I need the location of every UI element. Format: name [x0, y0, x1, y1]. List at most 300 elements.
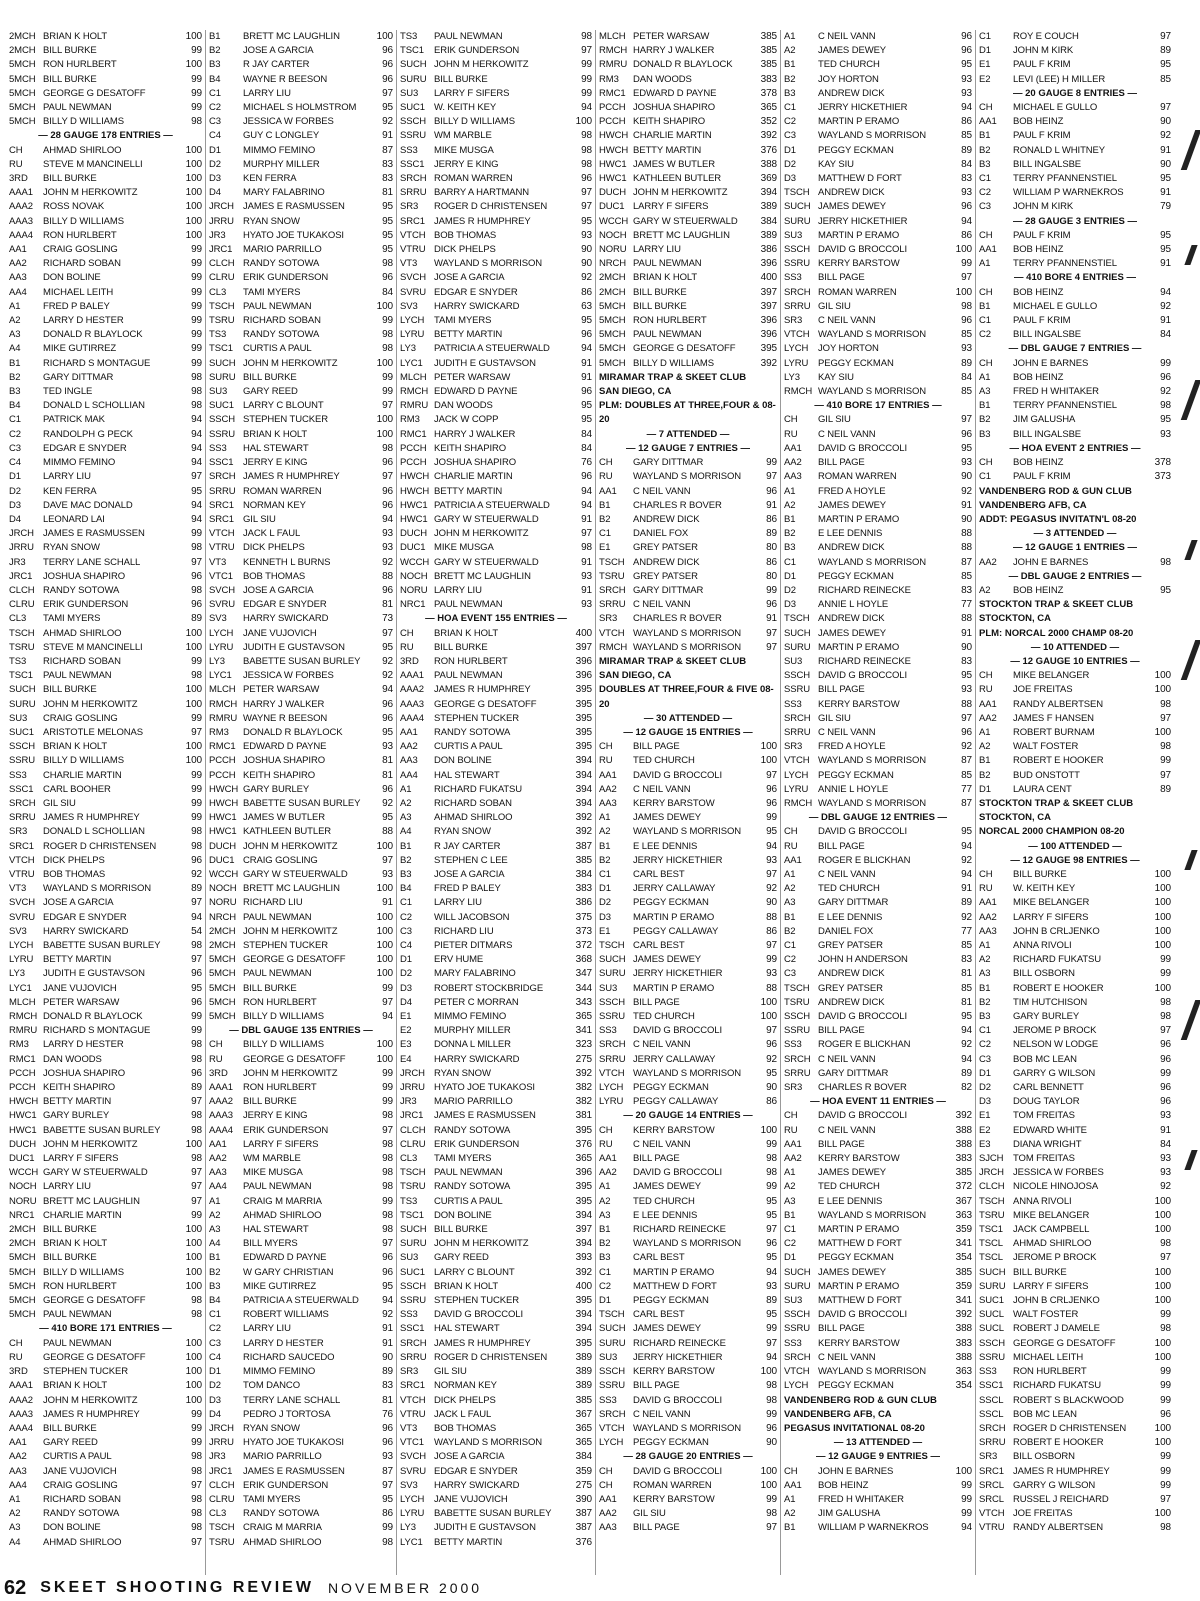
- score: 94: [961, 840, 972, 852]
- class-code: A3: [784, 1195, 796, 1207]
- shooter-name: WAYLAND S MORRISON: [43, 883, 151, 895]
- class-code: DUC1: [400, 542, 426, 554]
- shooter-name: FRED P BALEY: [43, 300, 110, 312]
- shooter-name: CHARLIE MARTIN: [43, 769, 122, 781]
- class-code: B1: [979, 400, 991, 412]
- result-row: [784, 243, 972, 257]
- shooter-name: GEORGE G DESATOFF: [243, 1053, 346, 1065]
- shooter-name: E LEE DENNIS: [818, 1195, 883, 1207]
- class-code: E3: [979, 1138, 991, 1150]
- class-code: SSRU: [979, 1351, 1005, 1363]
- shooter-name: WAYLAND S MORRISON: [633, 471, 741, 483]
- class-code: CH: [784, 826, 798, 838]
- score: 97: [961, 414, 972, 426]
- shooter-name: LARRY LIU: [434, 897, 482, 909]
- shooter-name: STEPHEN TUCKER: [43, 1366, 128, 1378]
- score: 92: [766, 883, 777, 895]
- shooter-name: WAYLAND S MORRISON: [633, 1238, 741, 1250]
- result-row: [9, 712, 202, 726]
- class-code: CL3: [9, 613, 27, 625]
- shooter-name: BILL BURKE: [434, 73, 488, 85]
- score: 388: [955, 1323, 972, 1335]
- class-code: C2: [209, 102, 221, 114]
- result-row: [784, 1209, 972, 1223]
- class-code: LYRU: [784, 783, 809, 795]
- result-row: [979, 1138, 1171, 1152]
- class-code: C4: [9, 457, 21, 469]
- result-row: [784, 1280, 972, 1294]
- shooter-name: TAMI MYERS: [434, 1153, 492, 1165]
- class-code: D2: [209, 1380, 221, 1392]
- shooter-name: DICK PHELPS: [434, 1394, 496, 1406]
- shooter-name: ROMAN WARREN: [633, 1479, 712, 1491]
- score: 100: [760, 1011, 777, 1023]
- class-code: SRCH: [599, 1039, 626, 1051]
- shooter-name: DONALD R BLAYLOCK: [43, 329, 143, 341]
- shooter-name: PAUL F KRIM: [1013, 59, 1071, 71]
- class-code: VTRU: [209, 542, 235, 554]
- result-row: [400, 300, 592, 314]
- shooter-name: JAMES R HUMPHREY: [243, 471, 340, 483]
- class-code: SSCH: [400, 1280, 426, 1292]
- shooter-name: KERRY BARSTOW: [818, 698, 900, 710]
- event-section-header: — 13 ATTENDED —: [833, 1437, 923, 1449]
- score: 389: [575, 1351, 592, 1363]
- shooter-name: BRIAN K HOLT: [633, 272, 698, 284]
- result-row: [9, 172, 202, 186]
- class-code: B2: [979, 414, 991, 426]
- class-code: SVCH: [9, 897, 35, 909]
- score: 100: [1154, 1266, 1171, 1278]
- shooter-name: RICHARD LIU: [243, 897, 303, 909]
- result-row: [979, 58, 1171, 72]
- shooter-name: RICHARD REINECKE: [633, 1337, 726, 1349]
- score: 93: [1160, 1110, 1171, 1122]
- shooter-name: WAYLAND S MORRISON: [633, 641, 741, 653]
- shooter-name: C NEIL VANN: [633, 599, 691, 611]
- result-row: [979, 1166, 1171, 1180]
- shooter-name: JOHN M HERKOWITZ: [243, 1067, 338, 1079]
- shooter-name: WAYLAND S MORRISON: [818, 329, 926, 341]
- score: 91: [581, 357, 592, 369]
- class-code: RMCH: [784, 797, 813, 809]
- result-row: [9, 1436, 202, 1450]
- result-row: [979, 229, 1171, 243]
- result-row: [400, 598, 592, 612]
- result-row: [784, 896, 972, 910]
- class-code: D1: [599, 883, 611, 895]
- result-row: [599, 314, 777, 328]
- score: 373: [1154, 471, 1171, 483]
- class-code: TSRU: [209, 1536, 235, 1548]
- result-row: [979, 413, 1171, 427]
- class-code: LYRU: [9, 954, 34, 966]
- score: 388: [760, 158, 777, 170]
- result-row: [400, 286, 592, 300]
- shooter-name: DAVID G BROCCOLI: [818, 1110, 908, 1122]
- score: 394: [575, 797, 592, 809]
- shooter-name: R JAY CARTER: [434, 840, 501, 852]
- shooter-name: C NEIL VANN: [633, 1408, 691, 1420]
- shooter-name: PAUL NEWMAN: [243, 968, 312, 980]
- shooter-name: JOSHUA SHAPIRO: [434, 457, 517, 469]
- result-row: [599, 243, 777, 257]
- score: 365: [575, 1153, 592, 1165]
- result-row: [209, 314, 393, 328]
- score: 88: [766, 911, 777, 923]
- result-row: [9, 1351, 202, 1365]
- class-code: SRRU: [784, 726, 811, 738]
- class-code: E1: [599, 542, 611, 554]
- score: 100: [1154, 1224, 1171, 1236]
- class-code: SJCH: [979, 1153, 1004, 1165]
- score: 94: [191, 442, 202, 454]
- shooter-name: BRIAN K HOLT: [43, 741, 108, 753]
- shooter-name: FRED H WHITAKER: [818, 1493, 904, 1505]
- class-code: SUCL: [979, 1323, 1004, 1335]
- results-column-6: [976, 30, 1174, 1575]
- shooter-name: JESSICA W FORBES: [1013, 1167, 1104, 1179]
- class-code: RU: [599, 1138, 613, 1150]
- result-row: [400, 1465, 592, 1479]
- score: 394: [760, 187, 777, 199]
- score: 365: [575, 1011, 592, 1023]
- class-code: AAA1: [400, 670, 424, 682]
- result-row: [400, 101, 592, 115]
- result-row: [599, 485, 777, 499]
- shooter-name: JUDITH E GUSTAVSON: [43, 968, 145, 980]
- score: 394: [575, 1309, 592, 1321]
- class-code: VT3: [400, 258, 418, 270]
- shooter-name: WAYLAND S MORRISON: [818, 1209, 926, 1221]
- result-row: [784, 229, 972, 243]
- shooter-name: MICHAEL LEITH: [43, 286, 114, 298]
- score: 95: [382, 1493, 393, 1505]
- result-row: [400, 740, 592, 754]
- score: 96: [766, 1422, 777, 1434]
- score: 392: [955, 1110, 972, 1122]
- shooter-name: RON HURLBERT: [434, 655, 508, 667]
- score: 99: [382, 1082, 393, 1094]
- result-row: [784, 200, 972, 214]
- result-row: [209, 1152, 393, 1166]
- result-row: [599, 967, 777, 981]
- shooter-name: ROGER D CHRISTENSEN: [43, 840, 157, 852]
- score: 275: [575, 1479, 592, 1491]
- shooter-name: GEORGE G DESATOFF: [243, 954, 346, 966]
- shooter-name: PETER WARSAW: [633, 31, 710, 42]
- result-row: [209, 641, 393, 655]
- score: 386: [760, 244, 777, 256]
- score: 99: [191, 286, 202, 298]
- score: 96: [961, 201, 972, 213]
- class-code: C1: [979, 173, 991, 185]
- class-code: VTC1: [400, 1437, 424, 1449]
- shooter-name: JOHN E BARNES: [1013, 556, 1089, 568]
- result-row: [9, 811, 202, 825]
- shooter-name: KAY SIU: [818, 371, 854, 383]
- result-row: [400, 342, 592, 356]
- result-row: [784, 1223, 972, 1237]
- score: 88: [382, 826, 393, 838]
- score: 96: [581, 329, 592, 341]
- class-code: B1: [9, 357, 21, 369]
- class-code: C1: [400, 897, 412, 909]
- class-code: D1: [784, 144, 796, 156]
- result-row: [9, 541, 202, 555]
- class-code: TSCH: [599, 940, 625, 951]
- class-code: SUCH: [784, 627, 811, 639]
- score: 375: [575, 911, 592, 923]
- score: 92: [1160, 300, 1171, 312]
- shooter-name: NORMAN KEY: [434, 1380, 497, 1392]
- class-code: SR3: [400, 201, 419, 213]
- class-code: AA4: [9, 1479, 27, 1491]
- shooter-name: TED CHURCH: [818, 883, 880, 895]
- shooter-name: JOHN M HERKOWITZ: [434, 528, 529, 540]
- score: 94: [961, 102, 972, 114]
- class-code: HWCH: [400, 485, 430, 497]
- result-row: [9, 967, 202, 981]
- result-row: [400, 271, 592, 285]
- score: 100: [376, 911, 393, 923]
- shooter-name: LARRY F SIFERS: [434, 87, 510, 99]
- score: 97: [382, 854, 393, 866]
- shooter-name: JERRY HICKETHIER: [633, 854, 723, 866]
- class-code: RU: [9, 1351, 23, 1363]
- score: 83: [961, 584, 972, 596]
- score: 376: [575, 1138, 592, 1150]
- score: 98: [581, 158, 592, 170]
- shooter-name: LARRY LIU: [43, 471, 91, 483]
- result-row: [400, 485, 592, 499]
- result-row: [784, 371, 972, 385]
- shoot-header: PLM: NORCAL 2000 CHAMP 08-20: [979, 627, 1134, 639]
- score: 83: [961, 173, 972, 185]
- score: 81: [382, 769, 393, 781]
- result-row: [979, 1436, 1171, 1450]
- result-row: [400, 1053, 592, 1067]
- shooter-name: JOSE A GARCIA: [434, 272, 505, 284]
- result-row: [784, 485, 972, 499]
- result-row: [9, 442, 202, 456]
- class-code: SUCH: [9, 684, 36, 696]
- result-row: [599, 1067, 777, 1081]
- result-row: [784, 996, 972, 1010]
- score: 388: [955, 1124, 972, 1136]
- class-code: C1: [979, 31, 991, 42]
- shooter-name: RANDY SOTOWA: [243, 1508, 320, 1520]
- result-row: [599, 896, 777, 910]
- score: 81: [382, 599, 393, 611]
- score: 97: [1160, 1493, 1171, 1505]
- score: 95: [1160, 584, 1171, 596]
- class-code: AA2: [979, 712, 997, 724]
- shooter-name: BOB HEINZ: [1013, 371, 1064, 383]
- score: 90: [961, 641, 972, 653]
- result-row: [784, 158, 972, 172]
- result-row: [400, 1124, 592, 1138]
- result-row: [9, 825, 202, 839]
- score: 347: [575, 968, 592, 980]
- score: 98: [1160, 556, 1171, 568]
- score: 76: [382, 1408, 393, 1420]
- class-code: SSCH: [979, 1337, 1005, 1349]
- score: 98: [382, 343, 393, 355]
- score: 77: [961, 925, 972, 937]
- class-code: LYCH: [784, 769, 809, 781]
- result-row: [599, 1322, 777, 1336]
- shooter-name: AHMAD SHIRLOO: [1013, 1238, 1092, 1250]
- class-code: A1: [784, 31, 796, 42]
- score: 99: [191, 343, 202, 355]
- score: 98: [191, 400, 202, 412]
- shooter-name: MATTHEW D FORT: [818, 1295, 902, 1307]
- shooter-name: JAMES DEWEY: [633, 1181, 702, 1193]
- class-code: CLRU: [400, 1138, 426, 1150]
- shooter-name: JAMES DEWEY: [633, 812, 702, 824]
- result-row: [400, 669, 592, 683]
- result-row: [9, 1507, 202, 1521]
- class-code: SRCH: [599, 584, 626, 596]
- result-row: [599, 911, 777, 925]
- score: 97: [1160, 31, 1171, 42]
- result-row: [599, 1465, 777, 1479]
- shooter-name: TED INGLE: [43, 386, 93, 398]
- result-row: [400, 570, 592, 584]
- result-row: [400, 1237, 592, 1251]
- shooter-name: JOHN M HERKOWITZ: [434, 59, 529, 71]
- shooter-name: GEORGE G DESATOFF: [43, 1351, 146, 1363]
- score: 97: [1160, 1252, 1171, 1264]
- class-code: SRRU: [400, 187, 427, 199]
- shooter-name: JERRY E KING: [243, 1110, 308, 1122]
- score: 93: [766, 854, 777, 866]
- result-row: [784, 627, 972, 641]
- shooter-name: ROBERT J DAMELE: [1013, 1323, 1100, 1335]
- shooter-name: BETTY MARTIN: [434, 1536, 503, 1548]
- class-code: SS3: [784, 698, 802, 710]
- result-row: [209, 825, 393, 839]
- class-code: SSC1: [209, 457, 234, 469]
- shooter-name: JOHN B CRLJENKO: [1013, 1295, 1100, 1307]
- class-code: VTCH: [979, 1508, 1005, 1520]
- score: 343: [575, 996, 592, 1008]
- result-row: [9, 328, 202, 342]
- shooter-name: AHMAD SHIRLOO: [43, 1536, 122, 1548]
- result-row: [979, 1124, 1171, 1138]
- result-row: [599, 200, 777, 214]
- result-row: [599, 1266, 777, 1280]
- result-row: [400, 1308, 592, 1322]
- class-code: 5MCH: [209, 1011, 236, 1023]
- results-column-3: [397, 30, 596, 1575]
- result-row: [784, 967, 972, 981]
- shooter-name: ROGER D CHRISTENSEN: [434, 201, 548, 213]
- shooter-name: JUDITH E GUSTAVSON: [434, 357, 536, 369]
- result-row: [784, 30, 972, 44]
- shooter-name: E LEE DENNIS: [818, 528, 883, 540]
- class-code: SV3: [209, 613, 227, 625]
- score: 97: [382, 87, 393, 99]
- result-row: [9, 627, 202, 641]
- score: 100: [1154, 897, 1171, 909]
- class-code: AA1: [979, 116, 997, 128]
- score: 87: [382, 1465, 393, 1477]
- score: 388: [955, 1138, 972, 1150]
- score: 96: [382, 1266, 393, 1278]
- result-row: [784, 868, 972, 882]
- score: 93: [961, 73, 972, 85]
- score: 100: [376, 925, 393, 937]
- shooter-name: PETER WARSAW: [43, 996, 120, 1008]
- shooter-name: GEORGE G DESATOFF: [43, 1295, 146, 1307]
- score: 99: [766, 812, 777, 824]
- shooter-name: C NEIL VANN: [818, 1124, 876, 1136]
- result-row: [599, 925, 777, 939]
- class-code: SUCL: [979, 1309, 1004, 1321]
- class-code: HWCH: [209, 783, 239, 795]
- result-row: [599, 30, 777, 44]
- class-code: AA1: [784, 442, 802, 454]
- shooter-name: MATTHEW D FORT: [818, 1238, 902, 1250]
- class-code: A3: [9, 1522, 21, 1534]
- result-row: [400, 769, 592, 783]
- result-row: [784, 982, 972, 996]
- class-code: C1: [599, 868, 611, 880]
- score: 378: [1154, 457, 1171, 469]
- class-code: TSCH: [784, 613, 810, 625]
- shooter-name: PAUL NEWMAN: [434, 670, 503, 682]
- result-row: [209, 1138, 393, 1152]
- result-row: [599, 527, 777, 541]
- class-code: C3: [979, 1053, 991, 1065]
- result-row: [979, 30, 1171, 44]
- shooter-name: WAYLAND S MORRISON: [818, 797, 926, 809]
- class-code: TSRU: [209, 315, 235, 327]
- shooter-name: BILL BURKE: [43, 684, 97, 696]
- shooter-name: WAYLAND S MORRISON: [818, 386, 926, 398]
- result-row: [599, 215, 777, 229]
- result-row: [400, 1180, 592, 1194]
- shooter-name: MICHAEL LEITH: [1013, 1351, 1084, 1363]
- score: 394: [575, 755, 592, 767]
- score: 90: [1160, 116, 1171, 128]
- result-row: [9, 257, 202, 271]
- class-code: CLCH: [979, 1181, 1005, 1193]
- shooter-name: JAMES R HUMPHREY: [43, 1408, 140, 1420]
- score: 100: [185, 1280, 202, 1292]
- result-row: [784, 144, 972, 158]
- class-code: CH: [784, 1465, 798, 1477]
- class-code: C2: [209, 1323, 221, 1335]
- shooter-name: MARIO PARRILLO: [243, 244, 322, 256]
- result-row: [209, 698, 393, 712]
- result-row: [400, 655, 592, 669]
- shooter-name: JAMES DEWEY: [818, 1266, 887, 1278]
- shooter-name: JESSICA W FORBES: [243, 670, 334, 682]
- result-row: [9, 584, 202, 598]
- event-section-header: — 410 BORE 4 ENTRIES —: [1014, 272, 1136, 284]
- page-edge-marks: [1172, 0, 1200, 1601]
- results-column-2: [206, 30, 397, 1575]
- result-row: [979, 371, 1171, 385]
- score: 86: [766, 556, 777, 568]
- class-code: 5MCH: [9, 59, 36, 71]
- score: 98: [382, 258, 393, 270]
- shooter-name: BILLY D WILLIAMS: [43, 215, 124, 227]
- shoot-header: VANDENBERG AFB, CA: [979, 499, 1087, 511]
